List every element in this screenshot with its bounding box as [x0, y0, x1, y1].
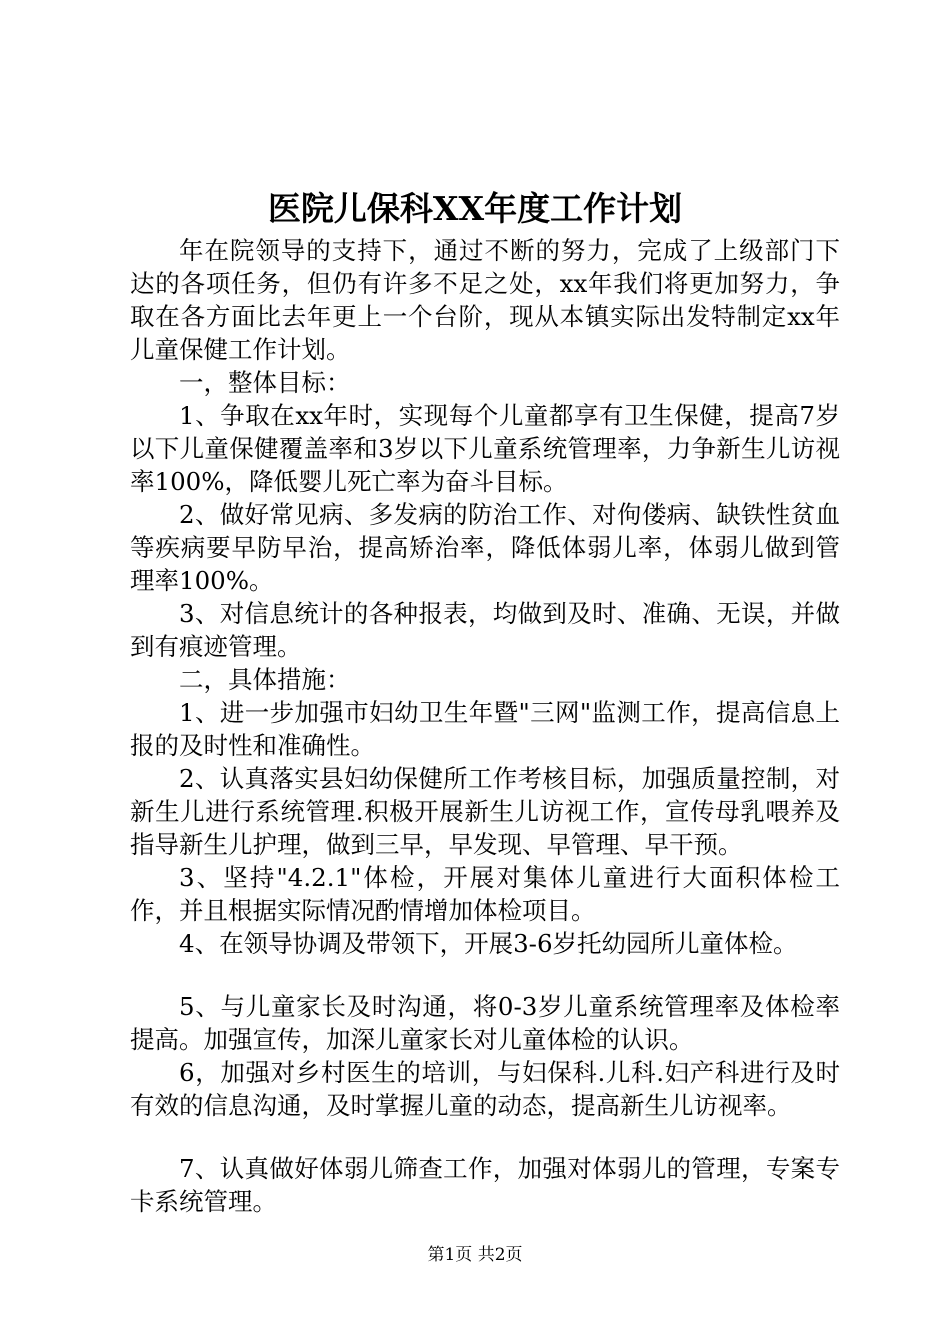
measure-item-4: 4、在领导协调及带领下，开展3-6岁托幼园所儿童体检。	[179, 929, 798, 958]
goal-item-1: 1、争取在xx年时，实现每个儿童都享有卫生保健，提高7岁以下儿童保健覆盖率和3岁以下儿童系统管理率，力争新生儿访视率100%，降低婴儿死亡率为奋斗目标。	[130, 401, 840, 496]
page-footer: 第1页 共2页	[427, 1245, 523, 1265]
document-title: 医院儿保科XX年度工作计划	[267, 189, 683, 228]
section-heading-goals: 一，整体目标：	[179, 368, 351, 397]
measure-item-7: 7、认真做好体弱儿筛查工作，加强对体弱儿的管理，专案专卡系统管理。	[130, 1154, 840, 1216]
measure-item-2: 2、认真落实县妇幼保健所工作考核目标，加强质量控制，对新生儿进行系统管理.积极开展新生儿访视工作，宣传母乳喂养及指导新生儿护理，做到三早，早发现、早管理、早干预。	[130, 764, 840, 859]
goal-item-3: 3、对信息统计的各种报表，均做到及时、准确、无误，并做到有痕迹管理。	[130, 599, 840, 661]
measure-item-5: 5、与儿童家长及时沟通，将0-3岁儿童系统管理率及体检率提高。加强宣传，加深儿童家长对儿童体检的认识。	[130, 992, 840, 1054]
goal-item-2: 2、做好常见病、多发病的防治工作、对佝偻病、缺铁性贫血等疾病要早防早治，提高矫治率，降低体弱儿率，体弱儿做到管理率100%。	[130, 500, 840, 595]
section-heading-measures: 二，具体措施：	[179, 665, 351, 694]
measure-item-3: 3、坚持"4.2.1"体检，开展对集体儿童进行大面积体检工作，并且根据实际情况酌情增加体检项目。	[130, 863, 840, 925]
intro-paragraph: 年在院领导的支持下，通过不断的努力，完成了上级部门下达的各项任务，但仍有许多不足之处，xx年我们将更加努力，争取在各方面比去年更上一个台阶，现从本镇实际出发特制定xx年儿童保健工作计划。	[130, 236, 840, 364]
document-body	[130, 234, 840, 1218]
measure-item-1: 1、进一步加强市妇幼卫生年暨"三网"监测工作，提高信息上报的及时性和准确性。	[130, 698, 840, 760]
measure-item-6: 6，加强对乡村医生的培训，与妇保科.儿科.妇产科进行及时有效的信息沟通，及时掌握儿童的动态，提高新生儿访视率。	[130, 1058, 840, 1120]
